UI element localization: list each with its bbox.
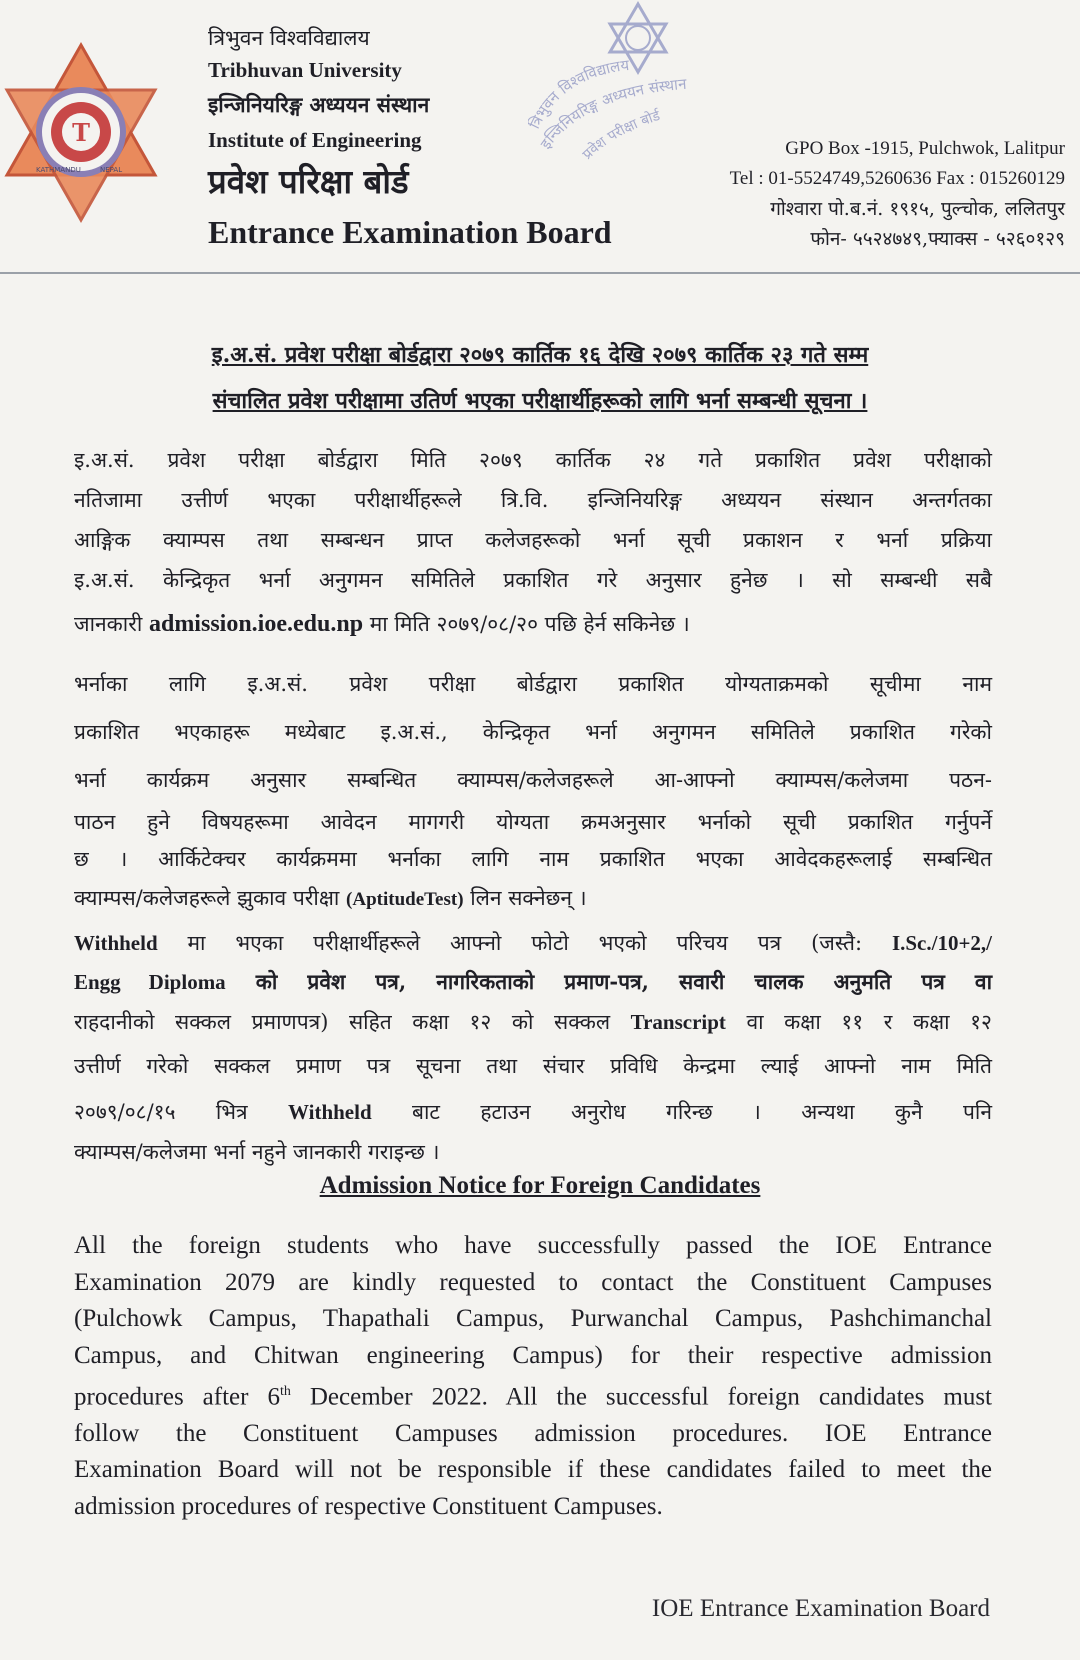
para3-line-1 (74, 924, 992, 962)
aptitude-test-label: (AptitudeTest) (346, 889, 464, 910)
foreign-notice-paragraph (74, 1228, 992, 1525)
foreign-line: Examination Board will not be responsible if these candidates failed to meet the (74, 1456, 992, 1484)
para1-line: इ.अ.सं. केन्द्रिकृत भर्ना अनुगमन समितिले प्रकाशित गरे अनुसार हुनेछ । सो सम्बन्धी सबै (74, 568, 992, 592)
institute-name-np: इन्जिनियरिङ्ग अध्ययन संस्थान (208, 92, 430, 117)
para3-l5-post: बाट हटाउन अनुरोध गरिन्छ । अन्यथा कुनै पनि (412, 1100, 992, 1124)
para2-line: छ । आर्किटेक्चर कार्यक्रममा भर्नाका लागि नाम प्रकाशित भएका आवेदकहरूलाई सम्बन्धित (74, 847, 992, 871)
paragraph-1 (74, 440, 992, 644)
para3-line-3 (74, 1002, 992, 1042)
para1-line-url (74, 604, 992, 644)
foreign-line: (Pulchowk Campus, Thapathali Campus, Purwanchal Campus, Pashchimanchal (74, 1305, 992, 1332)
foreign-l5-pre: procedures after 6 (74, 1383, 280, 1411)
university-name-en: Tribhuvan University (208, 58, 402, 82)
admission-url-link[interactable]: admission.ioe.edu.np (148, 611, 364, 637)
board-name-np: प्रवेश परिक्षा बोर्ड (208, 162, 409, 201)
para3-line-5 (74, 1090, 992, 1134)
address-en: GPO Box -1915, Pulchwok, Lalitpur (785, 138, 1065, 159)
para1-line: इ.अ.सं. प्रवेश परीक्षा बोर्डद्वारा मिति २०७९ कार्तिक २४ गते प्रकाशित प्रवेश परीक्षाको (74, 448, 992, 472)
logo-letter: T (72, 118, 90, 147)
para2-post: लिन सक्नेछन् । (470, 886, 587, 910)
para3-l1-np: मा भएका परीक्षार्थीहरूले आफ्नो फोटो भएको परिचय पत्र (जस्तै: (187, 931, 863, 955)
para3-line: क्याम्पस/कलेजमा भर्ना नहुने जानकारी गराइन्छ । (74, 1140, 440, 1164)
foreign-l5-post: December 2022. All the successful foreign candidates must (290, 1383, 992, 1411)
para2-line: पाठन हुने विषयहरूमा आवेदन मागगरी योग्यता क्रमअनुसार भर्नाको सूची प्रकाशित गर्नुपर्ने (74, 810, 992, 834)
foreign-line: follow the Constituent Campuses admission procedures. IOE Entrance (74, 1419, 992, 1447)
para3-line: उत्तीर्ण गरेको सक्कल प्रमाण पत्र सूचना तथा संचार प्रविधि केन्द्रमा ल्याई आफ्नो नाम मिति (74, 1054, 992, 1078)
notice-title (60, 332, 1020, 424)
para3-l5-pre: २०७९/०८/१५ भित्र (74, 1100, 248, 1124)
phone-en: Tel : 01-5524749,5260636 Fax : 015260129 (729, 168, 1065, 189)
para3-l3-post: वा कक्षा ११ र कक्षा १२ (746, 1010, 992, 1034)
stamp-line-1: भुवन विश्वविद्यालय (531, 55, 631, 122)
title-line-1: इ.अ.सं. प्रवेश परीक्षा बोर्डद्वारा २०७९ कार्तिक १६ देखि २०७९ कार्तिक २३ गते सम्म (211, 342, 869, 368)
signature-board: IOE Entrance Examination Board (651, 1595, 990, 1622)
paragraph-2 (74, 660, 992, 920)
para2-line: भर्नाका लागि इ.अ.सं. प्रवेश परीक्षा बोर्डद्वारा प्रकाशित योग्यताक्रमको सूचीमा नाम (74, 672, 992, 696)
official-stamp (528, 0, 748, 160)
logo-ring-left: KATHMANDU (36, 166, 81, 174)
engg-diploma-label: Engg Diploma (74, 970, 226, 994)
ioe-logo (0, 40, 162, 225)
para2-line-aptitude (74, 878, 992, 920)
withheld-label-2: Withheld (288, 1100, 372, 1124)
foreign-line-date (74, 1374, 992, 1416)
para2-pre: क्याम्पस/कलेजहरूले झुकाव परीक्षा (74, 886, 340, 910)
foreign-line: Examination 2079 are kindly requested to contact the Constituent Campuses (74, 1268, 992, 1296)
foreign-line: Campus, and Chitwan engineering Campus) for their respective admission (74, 1341, 992, 1369)
university-name-np: त्रिभुवन विश्वविद्यालय (208, 26, 370, 50)
para1-line: नतिजामा उत्तीर्ण भएका परीक्षार्थीहरूले त्रि.वि. इन्जिनियरिङ्ग अध्ययन संस्थान अन्तर्गतका (74, 488, 992, 512)
para1-pre-url: जानकारी (74, 612, 143, 636)
phone-np: फोन- ५५२४७४९,फ्याक्स - ५२६०१२९ (810, 228, 1065, 250)
board-name-en: Entrance Examination Board (208, 214, 612, 250)
stamp-line-3: प्रवेश परीक्षा बोर्ड (579, 107, 663, 160)
institute-name-en: Institute of Engineering (208, 128, 422, 152)
isc-label: I.Sc./10+2,/ (891, 931, 992, 955)
para1-post-url: मा मिति २०७९/०८/२० पछि हेर्न सकिनेछ । (369, 612, 690, 636)
para3-l3-np: राहदानीको सक्कल प्रमाणपत्र) सहित कक्षा १२ को सक्कल (74, 1010, 611, 1034)
paragraph-3 (74, 924, 992, 1170)
para2-line: प्रकाशित भएकाहरू मध्येबाट इ.अ.सं., केन्द्रिकृत भर्ना अनुगमन समितिले प्रकाशित गरेको (74, 720, 992, 744)
title-line-2: संचालित प्रवेश परीक्षामा उतिर्ण भएका परीक्षार्थीहरूको लागि भर्ना सम्बन्धी सूचना । (212, 388, 868, 414)
foreign-l5-sup: th (279, 1384, 291, 1399)
stamp-line-2: इन्जिनियरिङ्ग अध्ययन संस्थान (536, 74, 688, 153)
para1-line: आङ्गिक क्याम्पस तथा सम्बन्धन प्राप्त कलेजहरूको भर्ना सूची प्रकाशन र भर्ना प्रक्रिया (74, 528, 992, 552)
para2-line: भर्ना कार्यक्रम अनुसार सम्बन्धित क्याम्पस/कलेजहरूले आ-आफ्नो क्याम्पस/कलेजमा पठन- (74, 768, 992, 792)
header-right-contact (730, 134, 1065, 254)
header-divider (0, 272, 1080, 274)
foreign-line: admission procedures of respective Constituent Campuses. (74, 1492, 663, 1520)
foreign-line: All the foreign students who have successfully passed the IOE Entrance (74, 1232, 992, 1259)
withheld-label: Withheld (74, 931, 158, 955)
para3-l2-np: को प्रवेश पत्र, नागरिकताको प्रमाण-पत्र, सवारी चालक अनुमति पत्र वा (255, 969, 993, 994)
logo-ring-right: NEPAL (100, 166, 123, 174)
transcript-label: Transcript (630, 1010, 726, 1034)
address-np: गोश्वारा पो.ब.नं. १९१५, पुल्चोक, ललितपुर (770, 198, 1065, 220)
para3-line-2 (74, 962, 992, 1002)
foreign-notice-heading: Admission Notice for Foreign Candidates (319, 1172, 761, 1199)
